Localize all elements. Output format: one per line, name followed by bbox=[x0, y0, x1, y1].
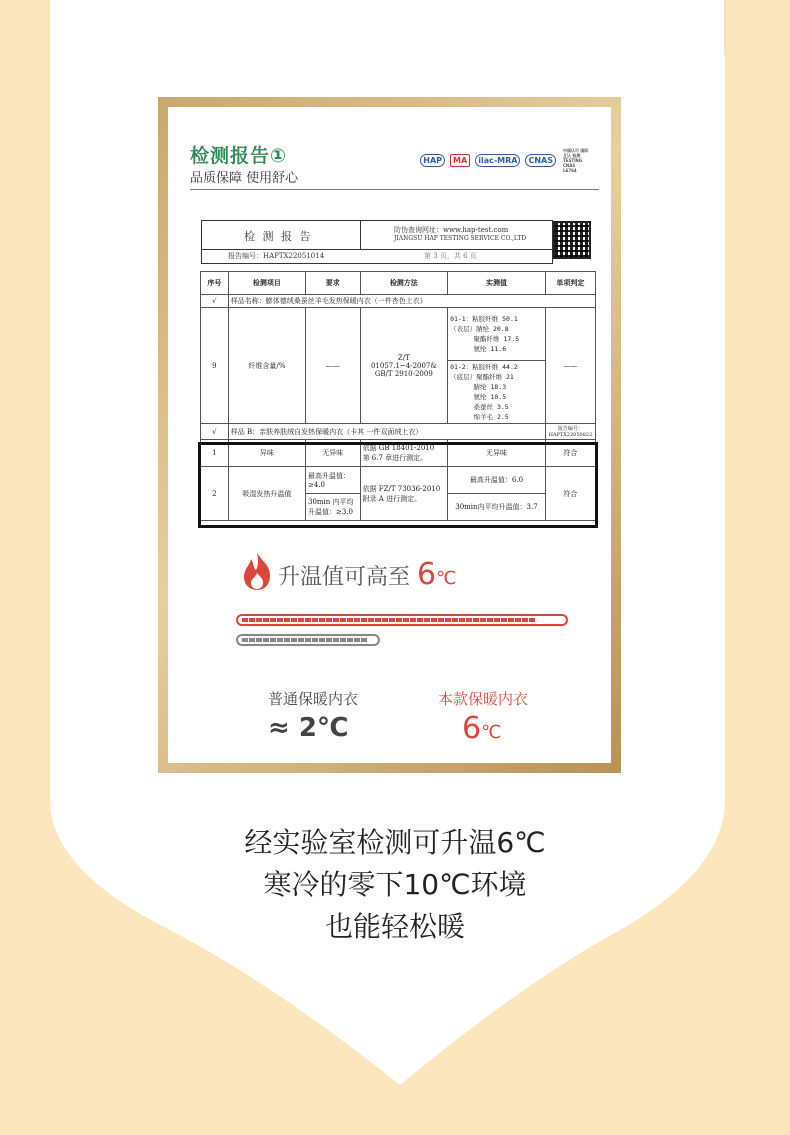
ours-warmth-bar bbox=[236, 614, 568, 626]
table-header-row bbox=[201, 272, 596, 295]
col-measured: 实测值 bbox=[448, 272, 546, 295]
row1-no: 1 bbox=[201, 440, 229, 467]
ours-label: 本款保暖内衣 bbox=[438, 690, 529, 708]
row2-no: 2 bbox=[201, 467, 229, 521]
sample-b-label: 样品 B：亲肤养肤绒自发热保暖内衣（卡其 一件双面绒上衣） bbox=[228, 424, 545, 440]
row2-verdict: 符合 bbox=[545, 467, 595, 521]
title-divider bbox=[190, 189, 599, 190]
ours-unit: ℃ bbox=[481, 722, 502, 743]
sample-a-label: 样品名称：膨体德绒桑蚕丝羊毛发热保暖内衣（一件杏色上衣） bbox=[228, 295, 595, 308]
cert-logos bbox=[420, 147, 591, 174]
row2-meas1: 最高升温值：6.0 bbox=[448, 467, 546, 494]
test-table bbox=[200, 271, 596, 521]
qr-code bbox=[553, 221, 591, 259]
col-req: 要求 bbox=[306, 272, 361, 295]
table-row bbox=[201, 467, 596, 494]
col-item: 检测项目 bbox=[228, 272, 305, 295]
report-title: 检测报告① bbox=[190, 145, 288, 167]
header-company: JIANGSU HAP TESTING SERVICE CO.,LTD bbox=[394, 235, 527, 242]
row2-item: 吸湿发热升温值 bbox=[228, 467, 305, 521]
row1-req: 无异味 bbox=[306, 440, 361, 467]
sample-b-ref: 报告编号：HAPTX22050822 bbox=[545, 424, 595, 440]
ours-warmth-fill bbox=[242, 618, 536, 622]
normal-label: 普通保暖内衣 bbox=[268, 690, 359, 708]
row2-req2: 30min 内平均 升温值：≥3.0 bbox=[306, 494, 361, 521]
header-page: 第 3 页，共 6 页 bbox=[424, 252, 477, 260]
header-query: 防伪查询网址：www.hap-test.com bbox=[394, 226, 509, 234]
cnas-logo: CNAS bbox=[525, 154, 556, 167]
ilac-logo: ilac-MRA bbox=[475, 154, 520, 167]
ours-value: 6 bbox=[462, 711, 482, 746]
row2-meas2: 30min内平均升温值：3.7 bbox=[448, 494, 546, 521]
col-verdict: 单项判定 bbox=[545, 272, 595, 295]
rise-text: 升温值可高至 bbox=[278, 565, 411, 590]
row2-req1: 最高升温值： ≥4.0 bbox=[306, 467, 361, 494]
normal-warmth-fill bbox=[242, 638, 367, 642]
row9-method: Z/T 01057.1~4-2007& GB/T 2910-2009 bbox=[360, 308, 448, 424]
row9-meas1: 01-1：粘胶纤维 50.1 （表层）腈纶 20.8 聚酯纤维 17.5 氨纶 11.6 bbox=[448, 308, 546, 361]
caption-line1: 经实验室检测可升温6℃ bbox=[244, 826, 546, 859]
caption bbox=[0, 822, 790, 948]
report-subtitle: 品质保障 使用舒心 bbox=[190, 171, 299, 186]
row1-item: 异味 bbox=[228, 440, 305, 467]
ours-value-wrap bbox=[462, 711, 501, 746]
sample-a-row bbox=[201, 295, 596, 308]
hap-logo: HAP bbox=[420, 154, 445, 167]
header-name-cell bbox=[202, 221, 361, 250]
row2-method: 依据 FZ/T 73036-2010 附录 A 进行测定。 bbox=[360, 467, 448, 521]
sample-b-row bbox=[201, 424, 596, 440]
row9-no: 9 bbox=[201, 308, 229, 424]
col-no: 序号 bbox=[201, 272, 229, 295]
normal-warmth-bar bbox=[236, 634, 380, 646]
report-paper bbox=[168, 107, 611, 763]
normal-value: ≈ 2℃ bbox=[268, 713, 349, 743]
sample-a-check: √ bbox=[201, 295, 229, 308]
rise-unit: ℃ bbox=[436, 568, 457, 589]
flame-icon bbox=[240, 551, 274, 591]
row1-verdict: 符合 bbox=[545, 440, 595, 467]
row1-method: 依据 GB 18401-2010 第 6.7 章进行测定。 bbox=[360, 440, 448, 467]
header-rule bbox=[360, 249, 552, 250]
caption-line2: 寒冷的零下10℃环境 bbox=[263, 868, 527, 901]
row1-meas: 无异味 bbox=[448, 440, 546, 467]
table-row bbox=[201, 308, 596, 361]
row9-verdict: —— bbox=[545, 308, 595, 424]
table-row bbox=[201, 440, 596, 467]
rise-value: 6 bbox=[417, 557, 437, 592]
row9-item: 纤维含量/% bbox=[228, 308, 305, 424]
caption-line3: 也能轻松暖 bbox=[324, 910, 465, 943]
ma-logo: MA bbox=[450, 154, 470, 167]
report-frame bbox=[158, 97, 621, 773]
rise-headline bbox=[278, 557, 456, 592]
sample-b-check: √ bbox=[201, 424, 229, 440]
col-method: 检测方法 bbox=[360, 272, 448, 295]
report-header-box bbox=[201, 220, 553, 264]
row9-req: —— bbox=[306, 308, 361, 424]
cnas-text-logo: 中国认可 国际互认 检测 TESTING CNAS L6764 bbox=[563, 148, 589, 173]
header-number: 报告编号：HAPTX22051014 bbox=[228, 252, 325, 260]
row9-meas2: 01-2：粘胶纤维 44.2 （底层）聚酯纤维 21 腈纶 18.3 氨纶 10.5 桑蚕丝 3.5 绵羊毛 2.5 bbox=[448, 361, 546, 424]
header-name: 检 测 报 告 bbox=[244, 230, 313, 243]
